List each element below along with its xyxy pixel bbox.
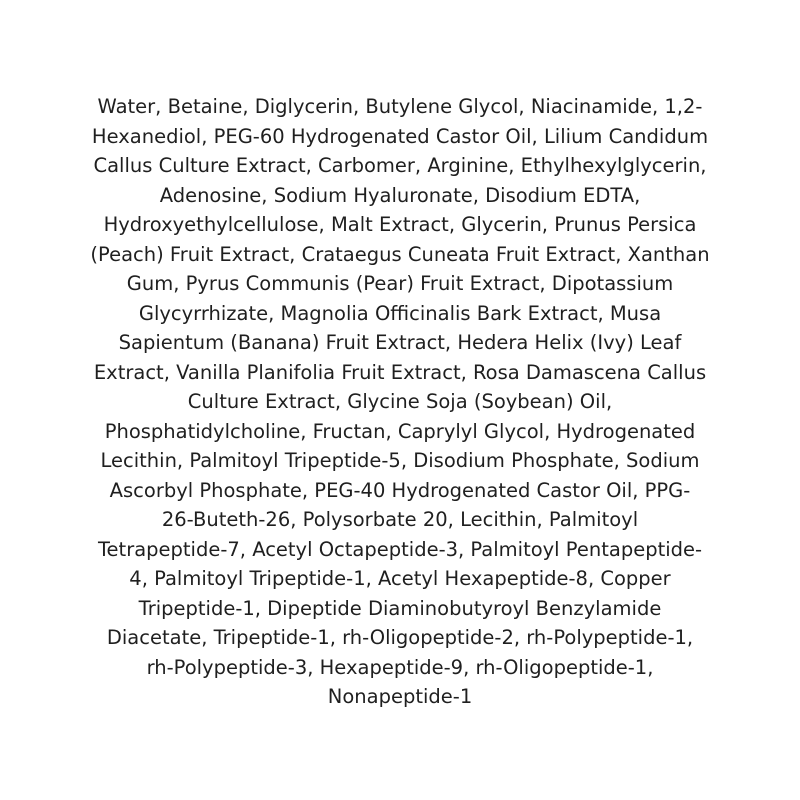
ingredients-line: Gum, Pyrus Communis (Pear) Fruit Extract, Dipotassium xyxy=(126,272,674,295)
ingredients-line: Ascorbyl Phosphate, PEG-40 Hydrogenated Castor Oil, PPG- xyxy=(109,478,691,502)
ingredients-line: 26-Buteth-26, Polysorbate 20, Lecithin, Palmitoyl xyxy=(161,508,639,531)
ingredients-line: Glycyrrhizate, Magnolia Officinalis Bark Extract, Musa xyxy=(138,301,662,325)
ingredients-line: Lecithin, Palmitoyl Tripeptide-5, Disodium Phosphate, Sodium xyxy=(100,449,700,472)
ingredients-line: Tetrapeptide-7, Acetyl Octapeptide-3, Palmitoyl Pentapeptide- xyxy=(97,537,703,561)
ingredients-line: Adenosine, Sodium Hyaluronate, Disodium EDTA, xyxy=(159,183,641,207)
ingredients-line: Extract, Vanilla Planifolia Fruit Extract, Rosa Damascena Callus xyxy=(93,360,707,384)
ingredients-line: Phosphatidylcholine, Fructan, Caprylyl Glycol, Hydrogenated xyxy=(104,419,696,443)
ingredients-line: Sapientum (Banana) Fruit Extract, Hedera Helix (Ivy) Leaf xyxy=(118,331,682,354)
ingredients-line: Diacetate, Tripeptide-1, rh-Oligopeptide-2, rh-Polypeptide-1, xyxy=(106,626,694,649)
ingredients-line: Hexanediol, PEG-60 Hydrogenated Castor Oil, Lilium Candidum xyxy=(91,124,709,148)
ingredients-line: Culture Extract, Glycine Soja (Soybean) Oil, xyxy=(187,390,613,413)
ingredients-line: (Peach) Fruit Extract, Crataegus Cuneata Fruit Extract, Xanthan xyxy=(90,242,710,266)
ingredients-line: Nonapeptide-1 xyxy=(327,685,473,708)
ingredients-line: Tripeptide-1, Dipeptide Diaminobutyroyl Benzylamide xyxy=(138,596,662,620)
ingredients-line: 4, Palmitoyl Tripeptide-1, Acetyl Hexapeptide-8, Copper xyxy=(129,567,671,590)
ingredients-list xyxy=(40,92,760,712)
ingredients-line: rh-Polypeptide-3, Hexapeptide-9, rh-Oligopeptide-1, xyxy=(146,655,654,679)
ingredients-line: Water, Betaine, Diglycerin, Butylene Glycol, Niacinamide, 1,2- xyxy=(97,95,703,118)
ingredients-line: Hydroxyethylcellulose, Malt Extract, Glycerin, Prunus Persica xyxy=(103,213,697,236)
ingredients-line: Callus Culture Extract, Carbomer, Arginine, Ethylhexylglycerin, xyxy=(93,154,707,177)
